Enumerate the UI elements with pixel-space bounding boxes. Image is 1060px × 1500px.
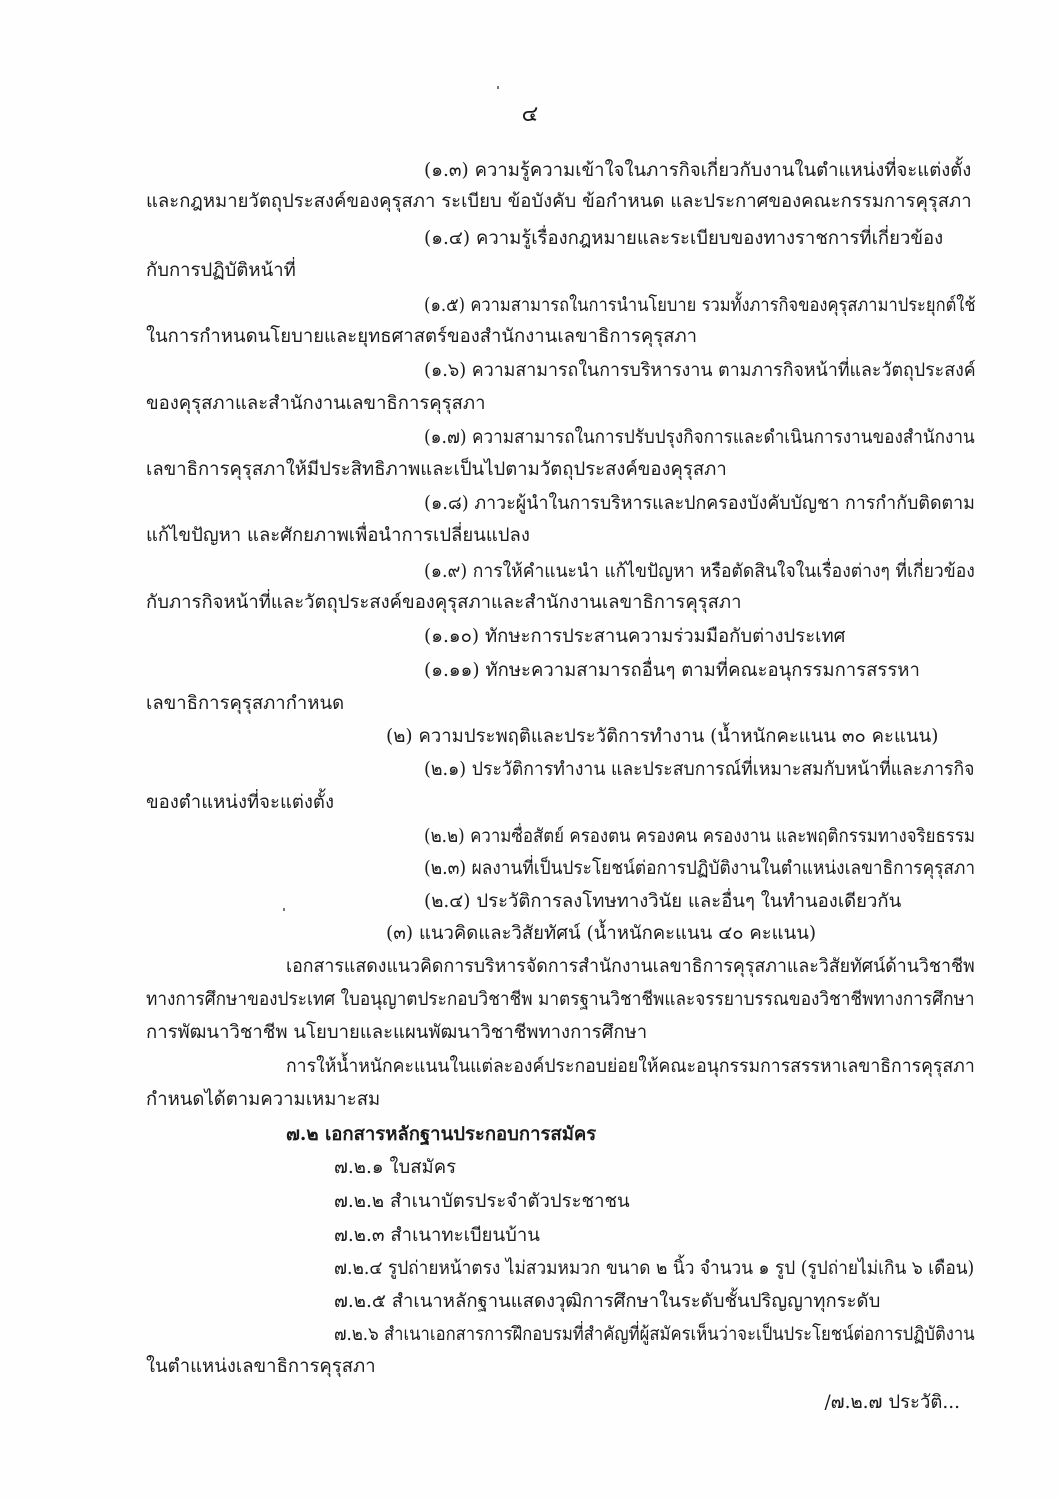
- line-2-1-cont: ของตำแหน่งที่จะแต่งตั้ง: [146, 792, 334, 813]
- line-weight-note-cont: กำหนดได้ตามความเหมาะสม: [146, 1089, 381, 1110]
- line-1-11-cont: เลขาธิการคุรุสภากำหนด: [146, 693, 345, 714]
- line-2-1: (๒.๑) ประวัติการทำงาน และประสบการณ์ที่เหมาะสมกับหน้าที่และภารกิจ: [424, 759, 975, 780]
- line-2-heading: (๒) ความประพฤติและประวัติการทำงาน (น้ำหนักคะแนน ๓๐ คะแนน): [386, 726, 939, 747]
- scan-speck: [283, 908, 285, 911]
- item-7-2-6-cont: ในตำแหน่งเลขาธิการคุรุสภา: [146, 1356, 376, 1377]
- line-3-text-cont-1: ทางการศึกษาของประเทศ ใบอนุญาตประกอบวิชาชีพ มาตรฐานวิชาชีพและจรรยาบรรณของวิชาชีพทางการศึกษา: [146, 989, 975, 1010]
- line-1-4-cont: กับการปฏิบัติหน้าที่: [146, 260, 296, 281]
- item-7-2-5: ๗.๒.๕ สำเนาหลักฐานแสดงวุฒิการศึกษาในระดับชั้นปริญญาทุกระดับ: [334, 1291, 881, 1312]
- line-1-5: (๑.๕) ความสามารถในการนำนโยบาย รวมทั้งภารกิจของคุรุสภามาประยุกต์ใช้: [424, 295, 976, 316]
- line-1-6-cont: ของคุรุสภาและสำนักงานเลขาธิการคุรุสภา: [146, 393, 486, 414]
- page-number: ๔: [521, 102, 539, 127]
- continuation-footer: /๗.๒.๗ ประวัติ...: [824, 1392, 960, 1413]
- line-1-9-cont: กับภารกิจหน้าที่และวัตถุประสงค์ของคุรุสภาและสำนักงานเลขาธิการคุรุสภา: [146, 592, 742, 613]
- line-1-4: (๑.๔) ความรู้เรื่องกฎหมายและระเบียบของทางราชการที่เกี่ยวข้อง: [424, 228, 944, 249]
- line-weight-note: การให้น้ำหนักคะแนนในแต่ละองค์ประกอบย่อยให้คณะอนุกรรมการสรรหาเลขาธิการคุรุสภา: [286, 1056, 975, 1077]
- item-7-2-6: ๗.๒.๖ สำเนาเอกสารการฝึกอบรมที่สำคัญที่ผู้สมัครเห็นว่าจะเป็นประโยชน์ต่อการปฏิบัติงาน: [334, 1324, 975, 1345]
- item-7-2-4: ๗.๒.๔ รูปถ่ายหน้าตรง ไม่สวมหมวก ขนาด ๒ นิ้ว จำนวน ๑ รูป (รูปถ่ายไม่เกิน ๖ เดือน): [334, 1258, 975, 1279]
- line-1-8: (๑.๘) ภาวะผู้นำในการบริหารและปกครองบังคับบัญชา การกำกับติดตาม: [424, 493, 975, 514]
- line-3-text-cont-2: การพัฒนาวิชาชีพ นโยบายและแผนพัฒนาวิชาชีพทางการศึกษา: [146, 1022, 648, 1043]
- line-2-3: (๒.๓) ผลงานที่เป็นประโยชน์ต่อการปฏิบัติงานในตำแหน่งเลขาธิการคุรุสภา: [424, 858, 976, 879]
- line-1-3-cont: และกฎหมายวัตถุประสงค์ของคุรุสภา ระเบียบ ข้อบังคับ ข้อกำหนด และประกาศของคณะกรรมการคุรุสภา: [146, 191, 972, 212]
- line-1-10: (๑.๑๐) ทักษะการประสานความร่วมมือกับต่างประเทศ: [424, 626, 846, 647]
- scan-speck: [497, 86, 499, 89]
- line-3-heading: (๓) แนวคิดและวิสัยทัศน์ (น้ำหนักคะแนน ๔๐ คะแนน): [386, 923, 817, 944]
- line-3-text: เอกสารแสดงแนวคิดการบริหารจัดการสำนักงานเลขาธิการคุรุสภาและวิสัยทัศน์ด้านวิชาชีพ: [286, 956, 975, 977]
- line-2-2: (๒.๒) ความซื่อสัตย์ ครองตน ครองคน ครองงาน และพฤติกรรมทางจริยธรรม: [424, 826, 976, 847]
- line-1-6: (๑.๖) ความสามารถในการบริหารงาน ตามภารกิจหน้าที่และวัตถุประสงค์: [424, 360, 976, 381]
- line-1-7-cont: เลขาธิการคุรุสภาให้มีประสิทธิภาพและเป็นไปตามวัตถุประสงค์ของคุรุสภา: [146, 459, 727, 480]
- item-7-2-3: ๗.๒.๓ สำเนาทะเบียนบ้าน: [334, 1225, 540, 1246]
- line-1-3: (๑.๓) ความรู้ความเข้าใจในภารกิจเกี่ยวกับงานในตำแหน่งที่จะแต่งตั้ง: [424, 160, 972, 181]
- line-1-11: (๑.๑๑) ทักษะความสามารถอื่นๆ ตามที่คณะอนุกรรมการสรรหา: [424, 660, 920, 681]
- line-1-8-cont: แก้ไขปัญหา และศักยภาพเพื่อนำการเปลี่ยนแปลง: [146, 525, 530, 546]
- line-1-5-cont: ในการกำหนดนโยบายและยุทธศาสตร์ของสำนักงานเลขาธิการคุรุสภา: [146, 326, 698, 347]
- section-7-2-heading: ๗.๒ เอกสารหลักฐานประกอบการสมัคร: [286, 1124, 597, 1145]
- line-1-7: (๑.๗) ความสามารถในการปรับปรุงกิจการและดำเนินการงานของสำนักงาน: [424, 427, 975, 448]
- item-7-2-2: ๗.๒.๒ สำเนาบัตรประจำตัวประชาชน: [334, 1191, 630, 1212]
- line-2-4: (๒.๔) ประวัติการลงโทษทางวินัย และอื่นๆ ในทำนองเดียวกัน: [424, 891, 902, 912]
- line-1-9: (๑.๙) การให้คำแนะนำ แก้ไขปัญหา หรือตัดสินใจในเรื่องต่างๆ ที่เกี่ยวข้อง: [424, 561, 975, 582]
- item-7-2-1: ๗.๒.๑ ใบสมัคร: [334, 1157, 457, 1178]
